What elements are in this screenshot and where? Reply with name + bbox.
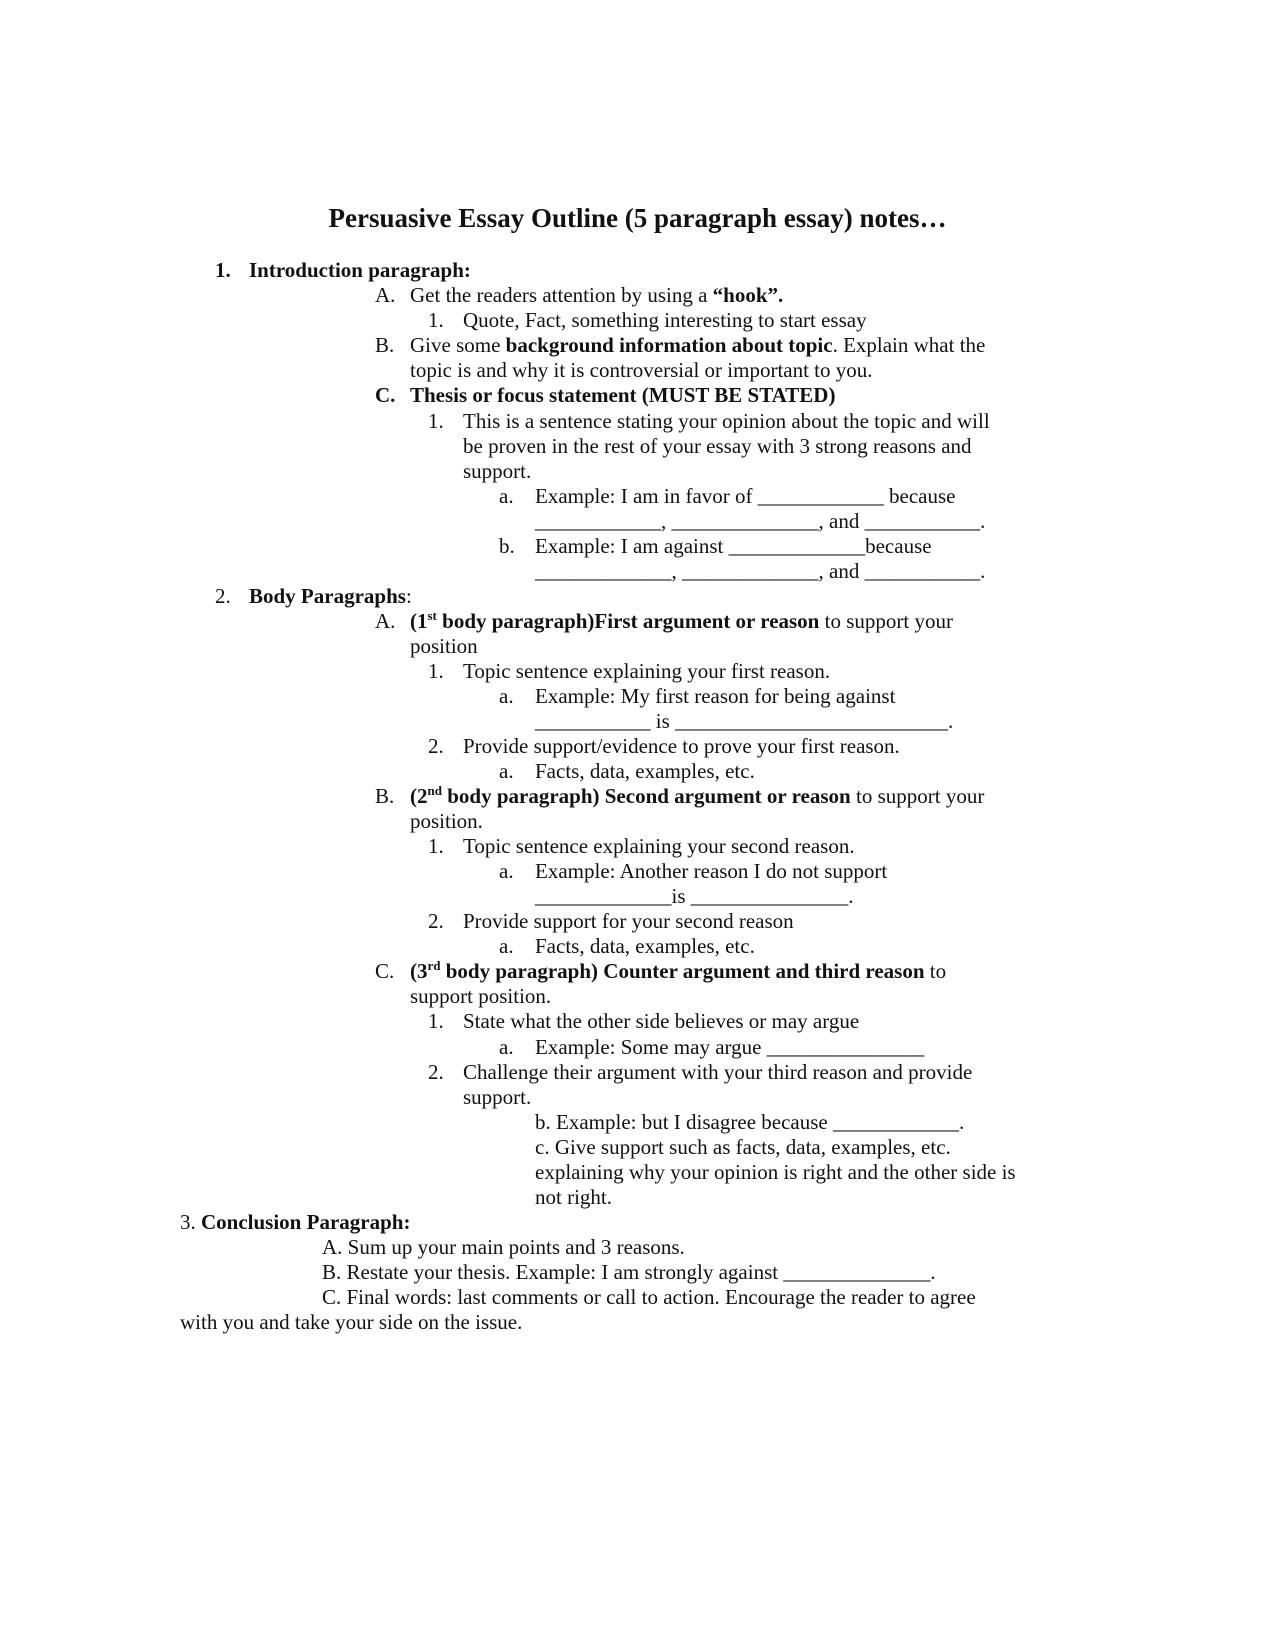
- body-b-text: to support your: [850, 784, 985, 808]
- intro-ca-label: a.: [499, 484, 514, 508]
- body-c1-label: 1.: [428, 1009, 444, 1033]
- body-a1a-line2: ___________ is __________________________.: [535, 709, 954, 733]
- body-b-bold-pre: (2: [410, 784, 428, 808]
- document-title: Persuasive Essay Outline (5 paragraph essay) notes…: [328, 203, 947, 233]
- intro-c1-line3: support.: [463, 459, 532, 483]
- body-a-line1: [410, 608, 953, 634]
- body-a-line2: position: [410, 634, 478, 658]
- intro-ca-line1: Example: I am in favor of ____________ because: [535, 484, 956, 508]
- body-a2a-label: a.: [499, 759, 514, 783]
- body-a2-text: Provide support/evidence to prove your first reason.: [463, 734, 900, 758]
- body-c1a-text: Example: Some may argue _______________: [535, 1035, 925, 1059]
- intro-cb-label: b.: [499, 534, 515, 558]
- body-c-line1: [410, 958, 946, 984]
- body-b2-text: Provide support for your second reason: [463, 909, 794, 933]
- body-b-line1: [410, 783, 984, 809]
- body-heading-colon: :: [405, 584, 412, 608]
- intro-a-text: Get the readers attention by using a: [410, 283, 713, 307]
- body-c-bold-post: body paragraph) Counter argument and third reason: [440, 959, 925, 983]
- body-b2a-label: a.: [499, 934, 514, 958]
- intro-number: 1.: [215, 258, 231, 282]
- intro-b-label: B.: [375, 333, 395, 357]
- body-a-label: A.: [375, 609, 396, 633]
- body-b1-text: Topic sentence explaining your second reason.: [463, 834, 855, 858]
- intro-b-text1: Give some: [410, 333, 506, 357]
- intro-c-heading: Thesis or focus statement (MUST BE STATED): [410, 383, 836, 407]
- body-c2-line1: Challenge their argument with your third reason and provide: [463, 1060, 973, 1084]
- body-c-label: C.: [375, 959, 395, 983]
- body-a-text: to support your: [819, 609, 953, 633]
- body-c2c-line1: c. Give support such as facts, data, examples, etc.: [535, 1135, 951, 1159]
- intro-b-bold: background information about topic: [505, 333, 833, 357]
- body-a-sup: st: [427, 608, 437, 623]
- body-c2c-line2: explaining why your opinion is right and the other side is: [535, 1160, 1016, 1184]
- body-c2-line2: support.: [463, 1085, 532, 1109]
- body-heading: Body Paragraphs: [249, 584, 406, 608]
- intro-c1-line2: be proven in the rest of your essay with 3 strong reasons and: [463, 434, 972, 458]
- intro-b-line2: topic is and why it is controversial or important to you.: [410, 358, 873, 382]
- body-b-bold-post: body paragraph) Second argument or reason: [441, 784, 851, 808]
- body-c1a-label: a.: [499, 1035, 514, 1059]
- body-c2b-text: b. Example: but I disagree because ____________.: [535, 1110, 965, 1134]
- conclusion-c-line2: with you and take your side on the issue.: [180, 1310, 523, 1334]
- intro-c1-line1: This is a sentence stating your opinion about the topic and will: [463, 409, 990, 433]
- conclusion-a-text: A. Sum up your main points and 3 reasons.: [322, 1235, 685, 1259]
- body-a-bold-post: body paragraph)First argument or reason: [436, 609, 820, 633]
- intro-heading: Introduction paragraph:: [249, 258, 471, 282]
- body-c-sup: rd: [427, 958, 441, 973]
- body-b-sup: nd: [427, 783, 442, 798]
- intro-a1-text: Quote, Fact, something interesting to start essay: [463, 308, 867, 332]
- body-a1-label: 1.: [428, 659, 444, 683]
- body-a1a-label: a.: [499, 684, 514, 708]
- body-b-line2: position.: [410, 809, 483, 833]
- conclusion-heading-line: [180, 1209, 410, 1235]
- body-b-label: B.: [375, 784, 395, 808]
- intro-cb-line2: _____________, _____________, and ___________.: [535, 559, 986, 583]
- intro-b-line1: [410, 332, 985, 358]
- body-b1-label: 1.: [428, 834, 444, 858]
- body-c-bold-pre: (3: [410, 959, 428, 983]
- body-c2-label: 2.: [428, 1060, 444, 1084]
- body-c-line2: support position.: [410, 984, 552, 1008]
- intro-a-bold: “hook”.: [712, 283, 784, 307]
- conclusion-c-line1: C. Final words: last comments or call to action. Encourage the reader to agree: [322, 1285, 976, 1309]
- body-b1a-line1: Example: Another reason I do not support: [535, 859, 888, 883]
- body-a1a-line1: Example: My first reason for being against: [535, 684, 896, 708]
- body-heading-line: [249, 583, 412, 609]
- body-a-bold-pre: (1: [410, 609, 428, 633]
- body-c2c-line3: not right.: [535, 1185, 612, 1209]
- intro-b-text2: . Explain what the: [832, 333, 986, 357]
- body-number: 2.: [215, 584, 231, 608]
- intro-a1-label: 1.: [428, 308, 444, 332]
- body-a2-label: 2.: [428, 734, 444, 758]
- intro-c1-label: 1.: [428, 409, 444, 433]
- intro-a-label: A.: [375, 283, 396, 307]
- intro-ca-line2: ____________, ______________, and ___________.: [535, 509, 986, 533]
- conclusion-number: 3.: [180, 1210, 201, 1234]
- body-c-text: to: [924, 959, 947, 983]
- intro-a-line: [410, 282, 783, 308]
- body-b2-label: 2.: [428, 909, 444, 933]
- body-b2a-text: Facts, data, examples, etc.: [535, 934, 755, 958]
- body-b1a-label: a.: [499, 859, 514, 883]
- conclusion-heading: Conclusion Paragraph:: [201, 1210, 411, 1234]
- body-c1-text: State what the other side believes or may argue: [463, 1009, 860, 1033]
- body-b1a-line2: _____________is _______________.: [535, 884, 854, 908]
- intro-c-label: C.: [375, 383, 396, 407]
- body-a1-text: Topic sentence explaining your first reason.: [463, 659, 831, 683]
- intro-cb-line1: Example: I am against _____________because: [535, 534, 932, 558]
- conclusion-b-text: B. Restate your thesis. Example: I am strongly against ______________.: [322, 1260, 936, 1284]
- body-a2a-text: Facts, data, examples, etc.: [535, 759, 755, 783]
